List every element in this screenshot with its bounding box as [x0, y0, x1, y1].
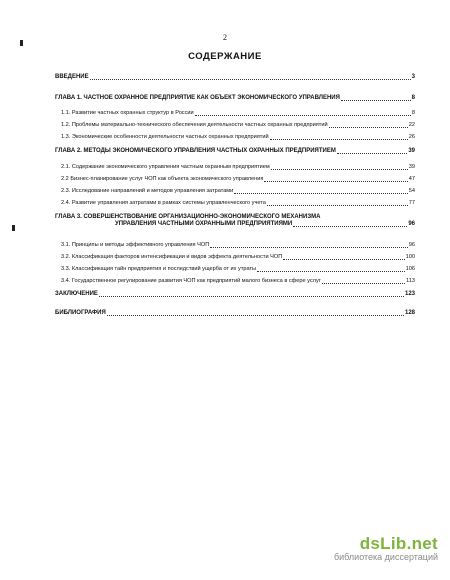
toc-entry-label-line-2: УПРАВЛЕНИЯ ЧАСТНЫМИ ОХРАННЫМИ ПРЕДПРИЯТИЯМИ	[115, 221, 293, 227]
toc-entry-2-1[interactable]	[61, 164, 415, 171]
toc-page-number: 100	[405, 254, 415, 260]
toc-entry-2-4[interactable]	[61, 200, 415, 207]
leader-dots	[90, 79, 411, 80]
toc-entry-3-4[interactable]	[61, 278, 415, 285]
toc-entry-chapter-1[interactable]	[55, 95, 415, 102]
toc-page-number: 8	[411, 95, 415, 101]
toc-entry-label: ГЛАВА 2. МЕТОДЫ ЭКОНОМИЧЕСКОГО УПРАВЛЕНИЯ ЧАСТНЫХ ОХРАННЫХ ПРЕДПРИЯТИЕМ	[55, 148, 336, 154]
toc-entry-bibliography[interactable]	[55, 310, 415, 317]
leader-dots	[341, 100, 411, 101]
toc-entry-1-1[interactable]	[61, 110, 415, 117]
page-number: 2	[223, 33, 227, 42]
toc-entry-2-2[interactable]	[61, 176, 415, 183]
leader-dots	[267, 205, 408, 206]
toc-entry-label: 1.1. Развитие частных охранных структур в России	[61, 110, 194, 116]
toc-entry-label: 2.2 Бизнес-планирование услуг ЧОП как объекта экономического управления	[61, 176, 264, 182]
toc-entry-label: БИБЛИОГРАФИЯ	[55, 310, 106, 316]
toc-page-number: 39	[408, 164, 415, 170]
leader-dots	[270, 139, 408, 140]
toc-entry-3-3[interactable]	[61, 266, 415, 273]
leader-dots	[322, 283, 405, 284]
toc-entry-3-2[interactable]	[61, 254, 415, 261]
toc-entry-label: ГЛАВА 1. ЧАСТНОЕ ОХРАННОЕ ПРЕДПРИЯТИЕ КАК ОБЪЕКТ ЭКОНОМИЧЕСКОГО УПРАВЛЕНИЯ	[55, 95, 340, 101]
toc-page-number: 47	[408, 176, 415, 182]
toc-page-number: 128	[404, 310, 415, 316]
dslib-watermark-logo	[334, 534, 438, 562]
toc-page-number: 26	[408, 134, 415, 140]
toc-entry-conclusion[interactable]	[55, 291, 415, 298]
toc-entry-label: 2.1. Содержание экономического управления частным охранным предприятием	[61, 164, 270, 170]
toc-entry-2-3[interactable]	[61, 188, 415, 195]
leader-dots	[271, 169, 408, 170]
leader-dots	[257, 271, 405, 272]
leader-dots	[283, 259, 404, 260]
toc-entry-1-3[interactable]	[61, 134, 415, 141]
toc-entry-chapter-3[interactable]	[55, 214, 415, 228]
leader-dots	[107, 315, 404, 316]
scan-margin-mark	[20, 40, 23, 46]
toc-entry-label: 3.2. Классификация факторов интенсификации и видов эффекта деятельности ЧОП	[61, 254, 283, 260]
leader-dots	[99, 296, 404, 297]
toc-page-number: 54	[408, 188, 415, 194]
toc-entry-label: 3.3. Классификация тайн предприятия и последствий ущерба от их утраты	[61, 266, 257, 272]
toc-page-number: 22	[408, 122, 415, 128]
leader-dots	[329, 127, 408, 128]
leader-dots	[234, 193, 407, 194]
toc-page-number: 8	[411, 110, 415, 116]
toc-page-number: 96	[408, 221, 415, 227]
toc-entry-label: 2.4. Развитие управления затратами в рамках системы управленческого учета	[61, 200, 266, 206]
toc-page-number: 123	[404, 291, 415, 297]
toc-page-number: 106	[405, 266, 415, 272]
toc-page-number: 96	[408, 242, 415, 248]
page-title: СОДЕРЖАНИЕ	[188, 51, 262, 62]
toc-entry-label: 1.3. Экономические особенности деятельности частных охранных предприятий	[61, 134, 269, 140]
toc-entry-label: 3.1. Принципы и методы эффективного управления ЧОП	[61, 242, 210, 248]
toc-page-number: 3	[411, 74, 415, 80]
leader-dots	[195, 115, 411, 116]
toc-entry-label: 1.2. Проблемы материально-технического обеспечения деятельности частных охранных предприятий	[61, 122, 328, 128]
leader-dots	[210, 247, 408, 248]
leader-dots	[337, 153, 407, 154]
toc-entry-label: 3.4. Государственное регулирование развития ЧОП как предприятий малого бизнеса в сфере услуг	[61, 278, 321, 284]
leader-dots	[293, 226, 407, 227]
toc-entry-3-1[interactable]	[61, 242, 415, 249]
toc-page-number: 113	[406, 278, 415, 284]
toc-entry-chapter-2[interactable]	[55, 148, 415, 155]
toc-page-number: 77	[408, 200, 415, 206]
toc-entry-label-line-1: ГЛАВА 3. СОВЕРШЕНСТВОВАНИЕ ОРГАНИЗАЦИОННО-ЭКОНОМИЧЕСКОГО МЕХАНИЗМА	[55, 214, 321, 220]
watermark-brand: dsLib.net	[359, 534, 438, 553]
toc-page-number: 39	[408, 148, 415, 154]
toc-entry-label: 2.3. Исследование направлений и методов управления затратами	[61, 188, 234, 194]
toc-entry-1-2[interactable]	[61, 122, 415, 129]
toc-entry-label: ЗАКЛЮЧЕНИЕ	[55, 291, 98, 297]
leader-dots	[264, 181, 407, 182]
toc-entry-label: ВВЕДЕНИЕ	[55, 74, 89, 80]
scan-margin-mark	[12, 225, 15, 231]
toc-entry-introduction[interactable]	[55, 74, 415, 81]
toc-entry-second-line	[55, 221, 415, 228]
watermark-tagline: библиотека диссертаций	[333, 552, 438, 562]
